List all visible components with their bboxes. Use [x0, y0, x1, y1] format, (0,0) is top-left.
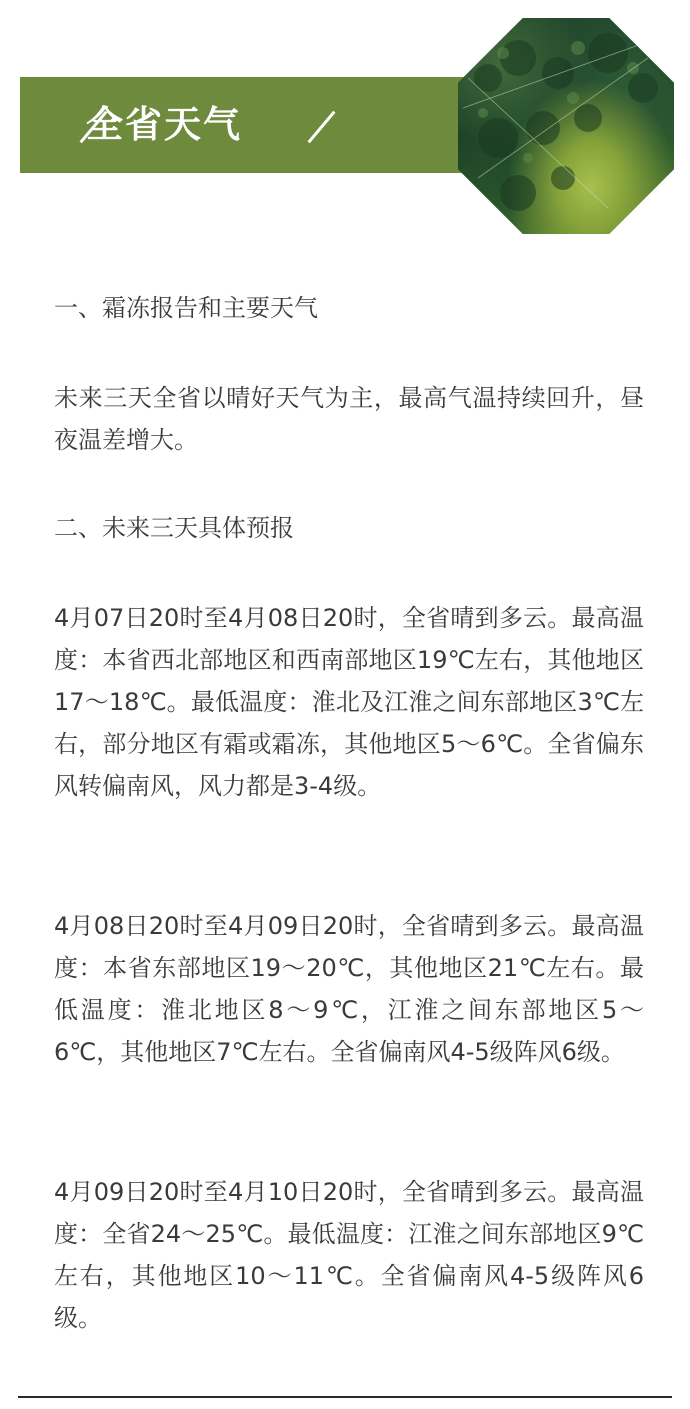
- section-header-banner: [20, 77, 500, 173]
- bottom-divider: [18, 1396, 672, 1398]
- forecast-paragraph-1: 4月07日20时至4月08日20时，全省晴到多云。最高温度：本省西北部地区和西南部地区19℃左右，其他地区17～18℃。最低温度：淮北及江淮之间东部地区3℃左右，部分地区有霜或霜冻，其他地区5～6℃。全省偏东风转偏南风，风力都是3-4级。: [54, 604, 644, 800]
- forest-photo-icon: [458, 18, 674, 234]
- slash-decoration-right: [307, 111, 335, 144]
- section-title: 全省天气: [86, 103, 242, 146]
- section2-heading: 二、未来三天具体预报: [54, 514, 294, 542]
- summary-paragraph: 未来三天全省以晴好天气为主，最高气温持续回升，昼夜温差增大。: [54, 384, 644, 454]
- section1-heading: 一、霜冻报告和主要天气: [54, 294, 318, 322]
- forecast-paragraph-2: 4月08日20时至4月09日20时，全省晴到多云。最高温度：本省东部地区19～20℃，其他地区21℃左右。最低温度：淮北地区8～9℃，江淮之间东部地区5～6℃，其他地区7℃左右。全省偏南风4-5级阵风6级。: [54, 912, 644, 1066]
- forecast-paragraph-3: 4月09日20时至4月10日20时，全省晴到多云。最高温度：全省24～25℃。最低温度：江淮之间东部地区9℃左右，其他地区10～11℃。全省偏南风4-5级阵风6级。: [54, 1178, 644, 1332]
